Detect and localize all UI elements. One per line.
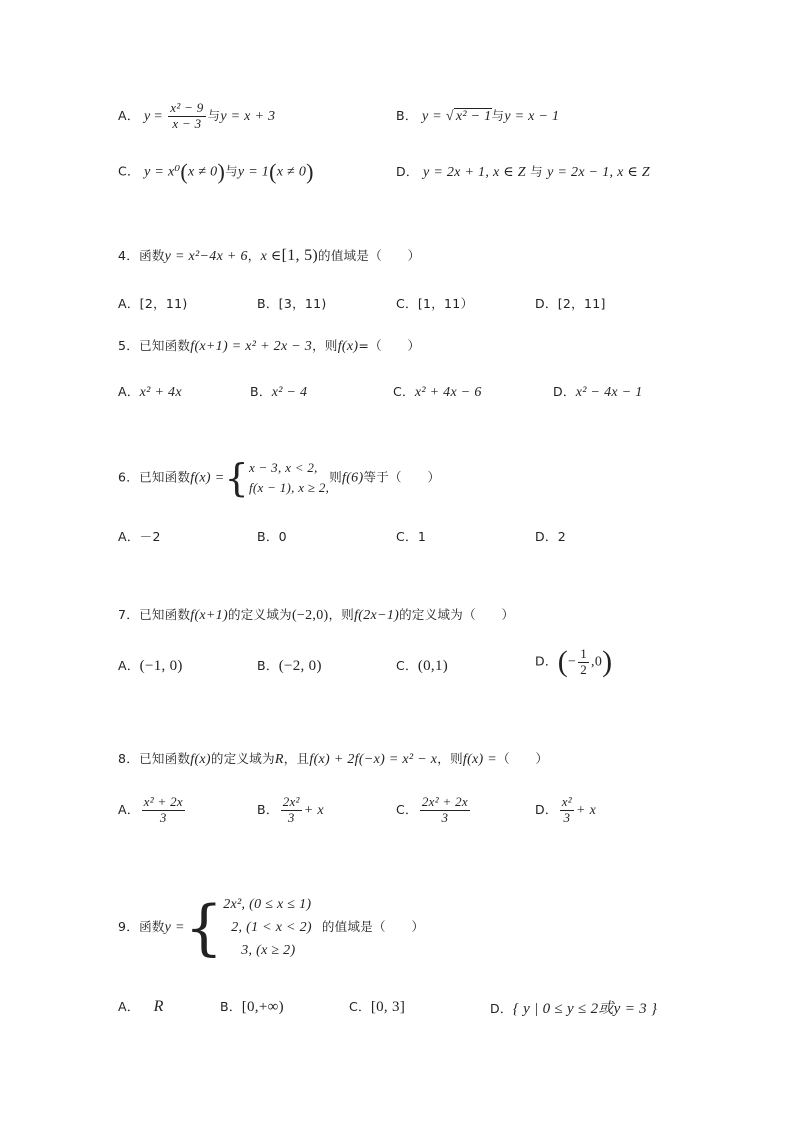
- left-brace-icon: {: [224, 456, 249, 501]
- question-5: 5．已知函数f(x+1) = x² + 2x − 3，则f(x)=（ ）: [118, 338, 421, 354]
- q4-option-d: D．[2，11]: [535, 296, 606, 311]
- question-9: 9．函数y ={ 2x², (0 ≤ x ≤ 1) 2, (1 < x < 2) 3, (x ≥ 2) 的值域是（ ）: [118, 892, 425, 963]
- q4-option-b: B．[3，11): [257, 296, 327, 311]
- question-8: 8．已知函数f(x)的定义域为R，且f(x) + 2f(−x) = x² − x，则f(x) =（ ）: [118, 751, 549, 767]
- left-brace-icon: {: [184, 892, 224, 963]
- fraction: $\frac{\text{x²}}{3}$: [561, 794, 573, 825]
- q6-option-c: C．1: [396, 529, 427, 544]
- q5-option-b: B．x² − 4: [250, 384, 308, 400]
- q6-option-a: A．－2: [118, 529, 161, 544]
- fraction: $\frac{1}{2}$: [580, 645, 588, 677]
- q9-option-a: A． R: [118, 998, 164, 1015]
- question-7: 7．已知函数f(x+1)的定义域为(−2,0)，则f(2x−1)的定义域为（ ）: [118, 607, 515, 623]
- q8-option-d: D． $\frac{\text{x²}}{3}$ + x: [535, 794, 597, 825]
- q6-option-b: B．0: [257, 529, 287, 544]
- q9-option-d: D．{ y | 0 ≤ y ≤ 2或y = 3 }: [490, 1001, 658, 1017]
- q9-option-b: B．[0,+∞): [220, 999, 284, 1015]
- q3-option-a: A． y = $\frac{\text{x² − 9}}{x - 3}$ 与y = x + 3: [118, 100, 276, 131]
- q8-option-b: B． $\frac{\text{2x²}}{3}$ + x: [257, 794, 324, 825]
- q5-option-c: C．x² + 4x − 6: [393, 384, 482, 400]
- q5-option-a: A．x² + 4x: [118, 384, 182, 400]
- piecewise-cases: x − 3, x < 2, f(x − 1), x ≥ 2,: [248, 460, 330, 496]
- q3-option-c: C． y = x⁰(x ≠ 0)与y = 1(x ≠ 0): [118, 159, 314, 184]
- q7-option-c: C．(0,1): [396, 658, 449, 674]
- fraction: $\frac{\text{2x²}}{3}$: [282, 794, 300, 825]
- q8-option-c: C． $\frac{\text{2x² + 2x}}{3}$: [396, 794, 468, 825]
- q6-option-d: D．2: [535, 529, 566, 544]
- fraction: $\frac{\text{x² + 2x}}{3}$: [143, 794, 183, 825]
- q3-option-d: D． y = 2x + 1, x ∈ Z 与 y = 2x − 1, x ∈ Z: [396, 164, 650, 180]
- q4-option-a: A．[2，11): [118, 296, 188, 311]
- q7-option-a: A．(−1, 0): [118, 658, 183, 674]
- q7-option-b: B．(−2, 0): [257, 658, 322, 674]
- fraction: $\frac{\text{2x² + 2x}}{3}$: [421, 794, 468, 825]
- sqrt-icon: √: [445, 109, 454, 124]
- q3-option-b: B． y = √ x² − 1与y = x − 1: [396, 108, 560, 124]
- q4-option-c: C．[1，11）: [396, 296, 474, 311]
- q9-option-c: C．[0, 3]: [349, 999, 406, 1015]
- piecewise-cases: 2x², (0 ≤ x ≤ 1) 2, (1 < x < 2) 3, (x ≥ 2): [223, 897, 312, 959]
- question-6: 6．已知函数f(x) ={ x − 3, x < 2, f(x − 1), x ≥ 2, 则f(6)等于（ ）: [118, 456, 441, 501]
- question-4: 4．函数y = x²−4x + 6，x ∈[1, 5)的值域是（ ）: [118, 247, 421, 264]
- fraction: $\frac{\text{x² − 9}}{x - 3}$: [170, 100, 204, 131]
- q5-option-d: D．x² − 4x − 1: [553, 384, 643, 400]
- q7-option-d: D．(− $\frac{1}{2}$ ,0): [535, 645, 613, 678]
- q8-option-a: A． $\frac{\text{x² + 2x}}{3}$: [118, 794, 183, 825]
